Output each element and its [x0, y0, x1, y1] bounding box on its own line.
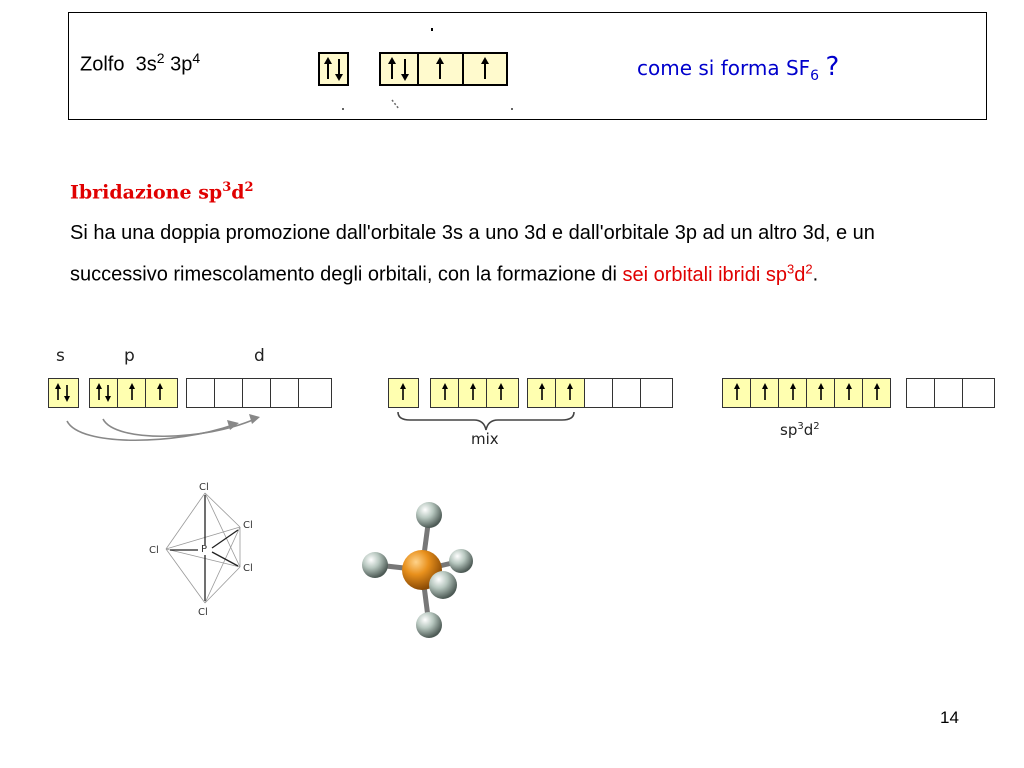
explanation-paragraph [70, 216, 970, 293]
heading-d: d [231, 181, 245, 204]
orbital-cell [779, 379, 807, 407]
atom-cl-right-lower: Cl [243, 563, 253, 574]
highlight-d: d [794, 263, 806, 286]
ligand-atom-left [362, 552, 388, 578]
question-text [637, 52, 839, 84]
up-arrow-icon [863, 379, 891, 406]
highlight-sup2: 2 [805, 261, 813, 276]
orbital-cell [723, 379, 751, 407]
diagram2-d-empty [584, 378, 673, 408]
highlight-sup1: 3 [787, 261, 795, 276]
sp3d2-label [780, 421, 820, 439]
config-3s: 3s [135, 53, 157, 76]
question-label: come si forma SF [637, 56, 811, 80]
orbital-cell [243, 379, 271, 407]
heading-sup2: 2 [244, 180, 254, 195]
atom-cl-left: Cl [149, 545, 159, 556]
stray-marks [300, 20, 530, 120]
up-arrow-icon [556, 379, 584, 406]
orbital-cell [907, 379, 935, 407]
question-mark: ? [825, 52, 840, 82]
orbital-cell [187, 379, 215, 407]
orbital-cell [271, 379, 299, 407]
config-3p-exp: 4 [192, 50, 201, 66]
paragraph-end: . [812, 263, 819, 286]
paragraph-highlight [622, 261, 813, 286]
sulfur-configuration [80, 50, 200, 77]
diagram1-p-box [89, 378, 178, 408]
orbital-cell [487, 379, 515, 407]
diagram2-s-box [388, 378, 419, 408]
config-3s-exp: 2 [156, 50, 165, 66]
ball-and-stick-model [355, 495, 485, 645]
up-arrow-icon [459, 379, 487, 406]
question-subscript: 6 [810, 68, 820, 84]
orbital-cell [459, 379, 487, 407]
orbital-cell [585, 379, 613, 407]
up-arrow-icon [779, 379, 807, 406]
orbital-cell [751, 379, 779, 407]
ligand-atom-bottom [416, 612, 442, 638]
up-arrow-icon [835, 379, 863, 406]
orbital-cell [556, 379, 584, 407]
diagram1-s-box [48, 378, 79, 408]
atom-cl-top: Cl [199, 482, 209, 493]
up-arrow-icon [723, 379, 751, 406]
ligand-atom-top [416, 502, 442, 528]
up-arrow-icon [807, 379, 835, 406]
heading-sup1: 3 [222, 180, 232, 195]
orbital-cell [49, 379, 77, 407]
up-arrow-icon [751, 379, 779, 406]
sp3d2-sp: sp [780, 421, 798, 439]
element-name: Zolfo [80, 53, 125, 76]
orbital-cell [641, 379, 669, 407]
up-arrow-icon [431, 379, 459, 406]
section-heading [70, 180, 254, 203]
diagram2-p-box [430, 378, 519, 408]
sp3d2-sup2: 2 [813, 421, 820, 432]
paired-arrows-icon [49, 379, 77, 406]
diagram3-d-empty [906, 378, 995, 408]
up-arrow-icon [118, 379, 146, 406]
orbital-cell [118, 379, 146, 407]
diagram2-d-filled [527, 378, 585, 408]
orbital-cell [431, 379, 459, 407]
orbital-cell [863, 379, 891, 407]
atom-p-center: P [201, 544, 208, 555]
orbital-cell [215, 379, 243, 407]
paired-arrows-icon [90, 379, 118, 406]
orbital-cell [963, 379, 991, 407]
label-s: s [56, 346, 65, 366]
orbital-cell [146, 379, 174, 407]
sp3d2-d: d [803, 421, 814, 439]
highlight-text: sei orbitali ibridi sp [622, 263, 787, 286]
ligand-atom-back [449, 549, 473, 573]
diagram3-hybrid-box [722, 378, 891, 408]
orbital-cell [389, 379, 417, 407]
orbital-cell [935, 379, 963, 407]
paragraph-text: Si ha una doppia promozione dall'orbitale 3s a uno 3d e dall'orbitale 3p ad un altro 3d, e un successivo rimescolamento degli orbitali, con la formazione di [70, 222, 875, 286]
up-arrow-icon [487, 379, 515, 406]
orbital-cell [807, 379, 835, 407]
diagram1-d-box [186, 378, 332, 408]
orbital-cell [90, 379, 118, 407]
orbital-cell [613, 379, 641, 407]
promotion-arrows [55, 405, 265, 450]
mix-label: mix [471, 430, 499, 448]
orbital-cell [835, 379, 863, 407]
config-3p: 3p [170, 53, 193, 76]
up-arrow-icon [528, 379, 556, 406]
ligand-atom-front [429, 571, 457, 599]
up-arrow-icon [389, 379, 417, 406]
label-p: p [124, 346, 135, 366]
page-number: 14 [940, 708, 959, 727]
up-arrow-icon [146, 379, 174, 406]
sp3d2-sup1: 3 [797, 421, 804, 432]
atom-cl-right-upper: Cl [243, 520, 253, 531]
heading-text: Ibridazione sp [70, 181, 223, 204]
label-d: d [254, 346, 265, 366]
orbital-cell [528, 379, 556, 407]
atom-cl-bottom: Cl [198, 607, 208, 618]
orbital-cell [299, 379, 327, 407]
